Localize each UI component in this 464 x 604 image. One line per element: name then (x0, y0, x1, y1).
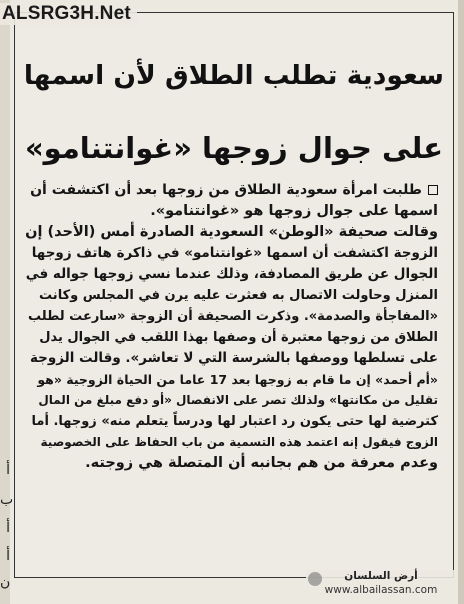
article-line: الطلاق من زوجها معتبرة أن وصفها بهذا اللقب في الجوال يدل (39, 330, 438, 345)
article-line: الجوال عن طريق المصادفة، وذلك عندما نسي زوجها جواله في (25, 266, 438, 282)
site-watermark: ALSRG3H.Net (0, 3, 137, 25)
footer-watermark-url: www.albailassan.com (324, 584, 438, 596)
square-bullet-icon (428, 185, 438, 195)
article-line: «أم أحمد» إن ما قام به زوجها بعد 17 عاما من الحياة الزوجية «هو (37, 372, 438, 387)
footer-watermark-title: أرض السلسان (344, 570, 418, 582)
article-body (26, 180, 438, 474)
watermark-logo-icon (308, 572, 322, 586)
margin-glyph: ب (0, 492, 14, 508)
page-edge (458, 0, 464, 604)
margin-glyph: أ (6, 462, 10, 478)
adjacent-column-strip (0, 0, 14, 604)
article-line: تقليل من مكانتها» ولذلك تصر على الانفصال «أو دفع مبلغ من المال (38, 393, 438, 407)
article-line: كترضية لها حتى يكون رد اعتبار لها ودرساً يتعلم منه» زوجها. أما (31, 414, 438, 429)
headline-line-2: على جوال زوجها «غوانتنامو» (24, 131, 444, 165)
margin-glyph: أ (6, 548, 10, 564)
article-line: الزوج فيقول إنه اعتمد هذه التسمية من باب الحفاظ على الخصوصية (40, 435, 438, 449)
margin-glyph: ن (0, 574, 11, 590)
article-line: المنزل وحاولت الاتصال به فعثرت عليه يرن في المجلس وكانت (39, 288, 438, 303)
headline-line-1: سعودية تطلب الطلاق لأن اسمها (23, 60, 444, 91)
footer-watermark (306, 570, 456, 600)
margin-glyph: أ (6, 520, 10, 536)
article-line: على تسلطها ووصفها بالشرسة التي لا تعاشر». وقالت الزوجة (29, 350, 438, 366)
article-line: اسمها على جوال زوجها هو «غوانتنامو». (150, 203, 438, 219)
article-line: طلبت امرأة سعودية الطلاق من زوجها بعد أن اكتشفت أن (26, 180, 438, 201)
article-line: «المفاجأة والصدمة». وذكرت الصحيفة أن الزوجة «سارعت لطلب (28, 309, 438, 324)
article-line: الزوجة اكتشفت أن اسمها «غوانتنامو» في ذاكرة هاتف زوجها (31, 245, 438, 261)
article-line: وعدم معرفة من هم بجانبه أن المتصلة هي زوجته. (85, 455, 438, 471)
article-line: وقالت صحيفة «الوطن» السعودية الصادرة أمس (الأحد) إن (25, 224, 438, 240)
